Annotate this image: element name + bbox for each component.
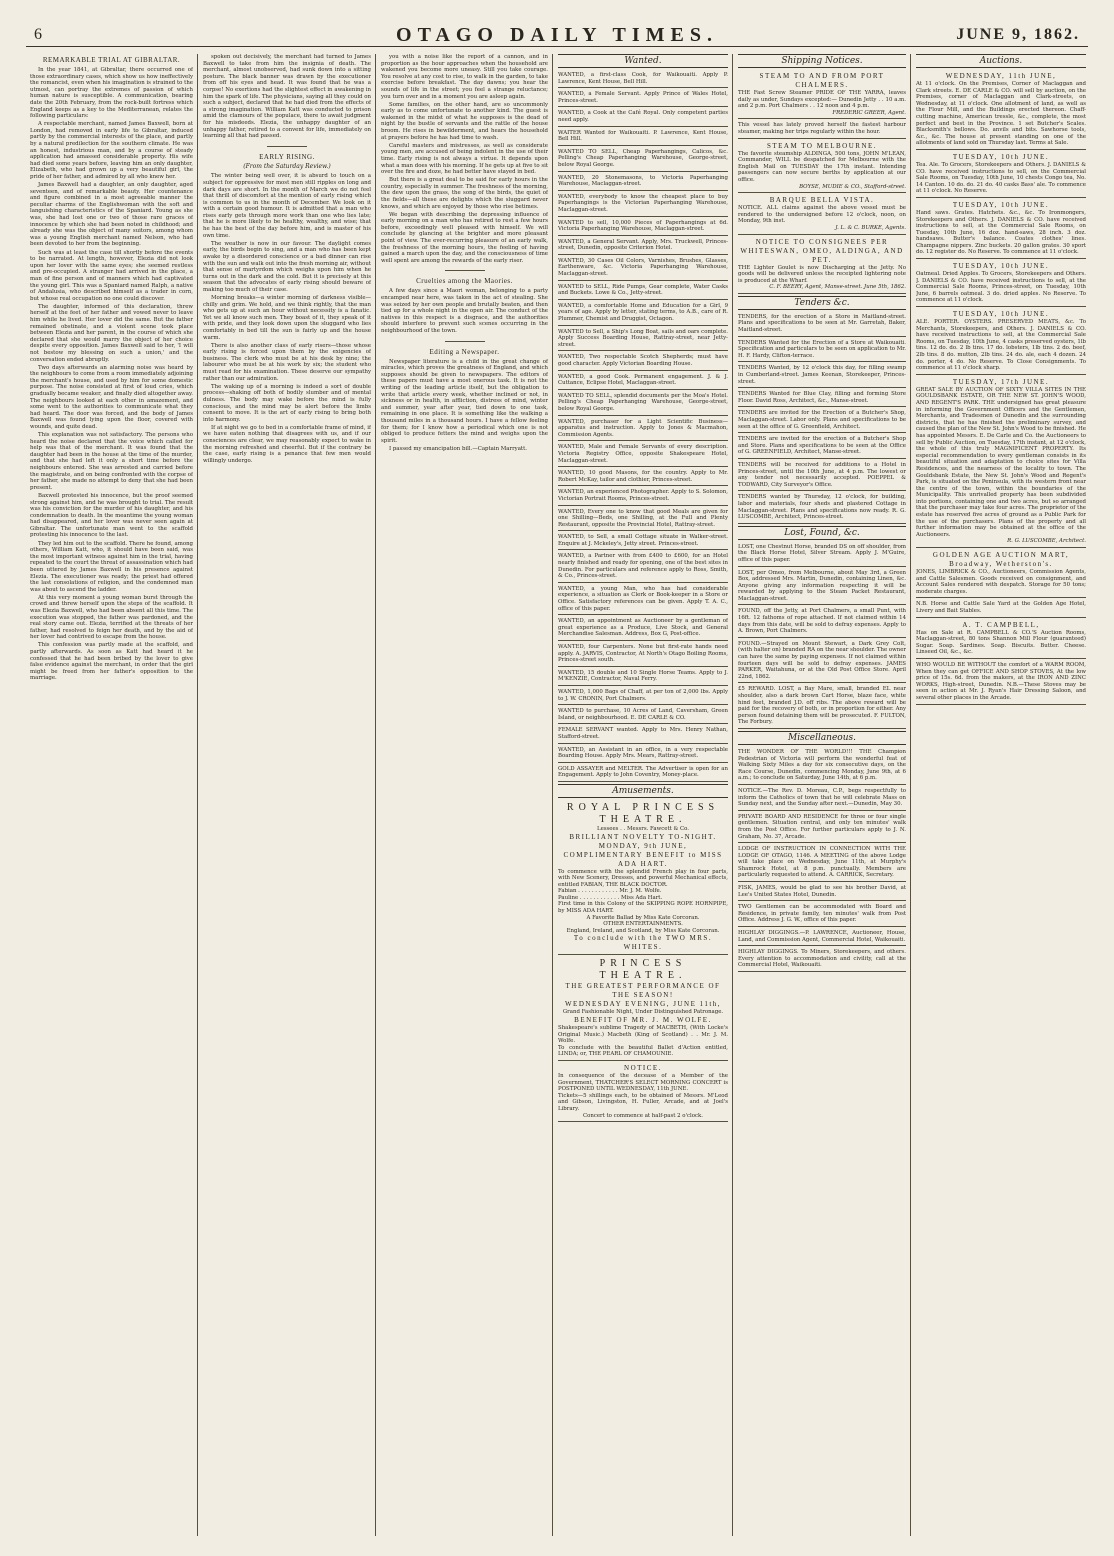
tender-notice-text: TENDERS are invited for the erection of a Butcher's Shop and Store. Plans and specifications to be seen at the Office of G. GREENFIELD, Architect, Manse-street. [738,436,906,456]
column-rule [732,54,733,1536]
wanted-ad-text: WANTED, a Female Servant. Apply Prince of Wales Hotel, Princes-street. [558,91,728,104]
shipping-notice-body: This vessel has lately proved herself the fastest harbour steamer, making her trips regularly within the hour. [738,122,906,135]
article-paragraph: If at night we go to bed in a comfortable frame of mind, if we have eaten nothing that disagrees with us, and if our consciences are clear, we may reasonably expect to wake in the morning refreshed and cheerful. But if the contrary be the case, early rising is a penance that few men would willingly undergo. [203,424,371,464]
wanted-ad [558,71,728,88]
auction-notice-body: Hand saws. Grates. Hatchets. &c., &c. To Ironmongers, Storekeepers and Others. J. DANIELS & CO. have received instructions to sell, at the Commercial Sale Rooms, on Tuesday, 10th June, 16 doz. hand-saws, 28 inch. 3 doz. handsaws. Butter's balance. Coates clothes' lines. Champagne nippers. Zinc buckets. 20 gallon grates. 30 sport do. 12 register do. No Reserve. To commence at 11 o'clock. [916,209,1086,256]
misc-notice [738,948,906,972]
auction-notice-body: Has on Sale at R. CAMPBELL & CO.'S Auction Rooms, Maclaggan-street, 80 tons Shannon Mill Flour (guaranteed) Sugar. Soap. Sardines. Soap. Biscuits. Butter. Cheese. Linseed Oil, &c., &c. [916,629,1086,656]
shipping-notice-body: THE Fast Screw Steamer PRIDE OF THE YARRA, leaves daily as under, Sundays excepted:— Dunedin Jetty . . 10 a.m. and 2 p.m. Port Chalmers . . 12 noon and 4 p.m. [738,90,906,110]
concert-notice [558,1063,728,1122]
article-paragraph: I passed my emancipation bill.—Captain Marryatt. [389,445,527,452]
wanted-ad-text: WANTED TO SELL, Cheap Paperhangings, Calicos, &c. Pelling's Cheap Paperhanging Warehouse, George-street, below Royal George. [558,148,728,168]
column-rule [910,54,911,1536]
lost-found-notice-text: £5 REWARD. LOST, a Bay Mare, small, branded EL near shoulder, also a dark brown Cart Horse, blaze face, white hind feet, branded J.D. off ribs. The above reward will be paid for the recovery of both, or in proportion for either. Any person found detaining them will be prosecuted. F. FULTON, The Forbury. [738,686,906,726]
article-paragraph: They led him out to the scaffold. There he found, among others, William Katt, who, it should have been said, was the most important witness against him in the trial, having repeated to the court the threat of assassination which had been uttered by James Baxwell in his presence against Elezia. The executioner was ready; the priest had offered the last consolations of religion, and the condemned man was about to ascend the ladder. [30,540,193,593]
article-paragraph: Baxwell protested his innocence, but the proof seemed strong against him, and he was brought to trial. The result was his conviction for the murder of his daughter, and his condemnation to death. In the meantime the young woman had disappeared, and her lover was never seen again at Gibraltar. The unfortunate man went to the scaffold protesting his innocence to the last. [30,492,193,539]
wanted-ad-text: WANTED, everybody to know the cheapest place to buy Paperhangings is the Victorian Paperhanging Warehouse, Maclaggan-street. [558,193,728,213]
article-paragraph: Some families, on the other hand, are so uncommonly early as to come unfortunate to another kind. The guest is wakened in the midst of what he supposes is the dead of night by the bustle of servants and the rattle of the house broom. He rises in bewilderment, and hears the household at prayers before he has had time to wash. [381,101,548,141]
column-3-article [381,54,548,1539]
wanted-ad-text: WANTED to SELL, Ride Pumps, Gear complete, Water Casks and Buckets. Lowe & Co., Jetty-street. [558,283,728,297]
auction-notice [916,152,1086,198]
wanted-ad [558,469,728,486]
auction-notice-body: JONES, LIMBRICK & CO., Auctioneers, Commission Agents, and Cattle Salesmen. Goods received on consignment, and Account Sales rendered with despatch. Storage for 50 tons; moderate charges. [916,569,1086,595]
misc-notice-text: TWO Gentlemen can be accommodated with Board and Residence, in private family, ten minutes' walk from Post Office. Address J. G. W., office of this paper. [738,904,906,924]
article-paragraph: you with a noise like the report of a cannon, and in proportion as the hour approaches when the household are wakened you become more uneasy. Still you take courage. You resolve at any cost to rise, to walk in the garden, to take exercise before breakfast. The day dawns; you hear the sounds of life in the street; you feel a strange reluctance; you turn over and in a moment you are asleep again. [381,54,548,100]
article-paragraph: But there is a great deal to be said for early hours in the country, especially in summer. The freshness of the morning, the dew upon the grass, the song of the birds, the quiet of the fields—all these are delights which the sluggard never knows, and which are enjoyed by those who rise betimes. [381,177,548,210]
wanted-ad-text: WANTED, a young Man, who has had considerable experience, a situation as Clerk or Book-keeper in a Store or Office. Satisfactory references can be given. Apply T. A. C., office of this paper. [558,585,728,612]
theatre-ad-royal-princess [558,801,728,956]
wanted-ad [558,219,728,236]
lost-found-notice [738,640,906,684]
article-paragraph: This explanation was not satisfactory. The persons who heard the noise declared that the voice which called for help was that of the merchant. It was found that the daughter had been in the house at the time of the murder, and that she had left it only a short time before the neighbours entered. She was arrested and carried before the magistrate, and on being confronted with the corpse of her father, she made no attempt to deny that she had been present. [30,432,193,491]
notice-title: NOTICE. [624,1064,662,1072]
auction-notice-body: N.B. Horse and Cattle Sale Yard at the Golden Age Hotel, Livery and Bait Stables. [916,601,1086,614]
auction-notice-heading: WEDNESDAY, 11th JUNE, [945,72,1057,80]
auction-notice-body: ALE. PORTER. OYSTERS. PRESERVED MEATS, &c. To Merchants, Storekeepers, and Others. J. DANIELS & CO. have received instructions to sell, at the Commercial Sale Rooms, on Tuesday, 10th June, 4 casks preserved oysters, 1lb tins. 12 do. do. 2 lb tins. 17 do. lobsters, 1lb tins. 2 do. beef, 2lb tins. 8 do. mutton, 2lb tins. 24 do. ale, each 4 dozen. 24 do. porter, 4 do. No Reserve. To Close Consignments. To commence at 11 o'clock sharp. [916,319,1086,372]
theatre-ad-princess [558,957,728,1061]
misc-notice [738,929,906,946]
shipping-notice-body: NOTICE. ALL claims against the above vessel must be rendered to the undersigned before 12 o'clock, noon, on Monday, 9th inst. [738,205,906,225]
auction-notice-body: Oatmeal. Dried Apples. To Grocers, Storekeepers and Others. J. DANIELS & CO. have received instructions to sell, at the Commercial Sale Rooms, Princes-street, on Tuesday, 10th June, 6 barrels oatmeal. 3 do. dried apples. No Reserve. To commence at 11 o'clock. [916,271,1086,304]
theatre-date: MONDAY, 9th JUNE, [598,841,688,850]
auction-notice [916,261,1086,307]
article-headline: Cruelties among the Maories. [416,277,513,286]
wanted-ad-text: WANTED, a good Cook. Permanent engagement. J. & J. Cuttance, Eclipse Hotel, Maclaggan-street. [558,373,728,387]
section-title-auctions: Auctions. [916,54,1086,68]
misc-notice-text: LODGE OF INSTRUCTION IN CONNECTION WITH THE LODGE OF OTAGO, 1146. A MEETING of the above Lodge will take place on Wednesday, June 11th, at Murphy's Shamrock Hotel, at 8 p.m. punctually. Members are particularly requested to attend. A. CARRICK, Secretary. [738,846,906,879]
auction-notice-heading: TUESDAY, 10th JUNE. [952,262,1050,271]
wanted-ad [558,238,728,255]
auction-notice-body: At 11 o'clock. On the Premises, Corner of Maclaggan and Clark streets. E. DE CARLE & CO. will sell by auction, on the Premises, corner of Maclaggan and Clark-streets, on Wednesday, at 11 o'clock. One allotment of land, as well as the Flour Mill, and the Buildings erected thereon. Chaff-cutting machine, American tressle, &c., complete, the most perfect and best in the Province. 1 set Butcher's Scales. Blacksmith's bellows. Do. anvils and bits. Sawhorse tools, &c., &c. The house at present standing on one of the allotments of land sold on Thursday last. Terms at Sale. [916,81,1086,147]
issue-date: JUNE 9, 1862. [956,26,1080,43]
theatre-name: ROYAL PRINCESS THEATRE. [566,801,720,825]
theatre-play: Shakespeare's sublime Tragedy of MACBETH, (With Locke's Original Music.) Macbeth (King of Scotland) . . Mr. J. M. Wolfe. [558,1025,728,1045]
theatre-headline: THE GREATEST PERFORMANCE OF THE SEASON! [565,982,721,1000]
article-paragraph: spoken out decisively, the merchant had turned to James Baxwell to take from him the insignia of death. The merchant, almost unobserved, had sunk down into a sitting posture. The black banner was drawn by the executioner from off his eyes and head. It was found that he was a corpse! No exertions had the slightest effect in awakening in him the spark of life. The physicians, saying all they could on such a subject, declared that he had died from the effects of a strong imagination. William Katt was conducted to prison amid the clamours of the populace, there to await judgment for his misdeeds. Elezia, the unhappy daughter of an unhappy father, retired to a convent for life, immediately on learning all that had passed. [203,54,371,140]
wanted-ad-text: WANTED, 15 double and 10 Single Horse Teams. Apply to J. M'KENZIE, Contractor, Naval Ferry. [558,669,728,683]
tender-notice [738,493,906,523]
misc-notice-text: HIGHLAY DIGGINGS. To Miners, Storekeepers, and others. Every attention to accommodation and civility, call at the Commercial Hotel, Waikouaiti. [738,949,906,969]
tender-notice-text: TENDERS will be received for additions to a Hotel in Princes-street, until the 10th June, at 4 p.m. The lowest or any tender not necessarily accepted. POEPPEL & TODWARD, City Surveyor's Office. [738,461,906,488]
article-headline: REMARKABLE TRIAL AT GIBRALTAR. [42,56,181,64]
article-paragraph: The daughter, informed of this declaration, threw herself at the feet of her father and vowed never to leave him while he lived. Her lover did the same. But the father remained obstinate, and a violent scene took place between Elezia and her parent, in the course of which she declared that she would marry the object of her choice despite every opposition. James Baxwell said to her, 'I will not bestow my blessing on such a union,' and the conversation ended abruptly. [30,303,193,363]
shipping-notice-signature: FREDERIC GREER, Agent. [832,109,906,116]
auction-notice-body: GREAT SALE BY AUCTION OF SIXTY VILLA SITES IN THE GOULDSBANK ESTATE, OR THE NEW ST. JOHN'S WOOD, AND REGENT'S PARK. THE undersigned has great pleasure in informing the Government Officers and the Gentlemen, Merchants, and Tradesmen of Dunedin and the surrounding districts, that he has finished the preliminary survey, and caused the plan of the New St. John's Wood to be finished. He has appointed Messrs. E. De Carle and Co. the Auctioneers to sell by Public Auction, on Tuesday, 17th instant, at 12 o'clock, the whole of this truly MAGNIFICENT PROPERTY. Its especial recommendation to every gentleman consists in its beautiful situation and adaptation to choice sites for Villa Residences, and the nearness of the locality to town. The Gouldsbank Estate, the New St. John's Wood and Regent's Park, is situated on the Peninsula, with its western front near the centre of the town, within the boundaries of the Municipality. This unrivalled property has been subdivided into portions, containing one and two acres, but so arranged that the purchaser may take four acres. The proprietor of the estate has reserved five acres of ground as a Public Park for the use of the purchasers. Plans of the property and all further information may be obtained at the office of the Auctioneers. [916,386,1086,538]
wanted-ad-text: WANTED, Two respectable Scotch Shepherds; must have good character. Apply Victorian Boarding House. [558,354,728,367]
auction-notice [916,71,1086,150]
wanted-ad [558,418,728,442]
article-paragraph: There is also another class of early risers—those whose early rising is forced upon them by the exigencies of business. The clerk who must be at his desk by nine; the labourer who must be at his work by six; the student who must read for his examination. These deserve our sympathy rather than our admiration. [203,342,371,382]
theatre-other: OTHER ENTERTAINMENTS. [603,921,683,928]
wanted-ad [558,90,728,107]
theatre-patronage: Grand Fashionable Night, Under Distinguished Patronage. [562,1009,724,1016]
article-paragraph: Morning breaks—a winter morning of darkness visible—chilly and grim. We hold, and we think rightly, that the man who gets up at such an hour without necessity is a fanatic. Yet we all know such men. They boast of it, they speak of it with pride, and they look down upon the sluggard who lies comfortably in bed till the sun is fairly up and the house warm. [203,295,371,341]
shipping-notice-signature: J. L. & C. BURKE, Agents. [835,224,906,231]
wanted-ad-text: FEMALE SERVANT wanted. Apply to Mrs. Henry Nathan, Stafford-street. [558,727,728,740]
shipping-notice-heading: BARQUE BELLA VISTA. [769,196,875,205]
auction-notice-body: WHO WOULD BE WITHOUT the comfort of a WARM ROOM, When they can get OFFICE AND SHOP STOVES, At the low price of 15s. 6d. from the makers, at the IRON AND ZINC WORKS, High-street, Dunedin. N.B.—These Stoves may be seen in action at Mr. J. Ryan's Hair Dressing Saloon, and several other places in the Arcade. [916,661,1086,701]
shipping-notice-signature: BOYSE, MUDIE & CO., Stafford-street. [799,183,906,190]
wanted-ad [558,257,728,281]
auction-notice-heading: TUESDAY, 17th JUNE. [952,377,1050,386]
misc-notice-text: NOTICE.—The Rev. D. Moreau, C.P., begs respectfully to inform the Catholics of town that he will celebrate Mass on Sunday next, and the Sunday after next.—Dunedin, May 30. [738,787,906,808]
article-paragraph: Two days afterwards an alarming noise was heard by the neighbours to come from a room immediately adjoining the merchant's house, and used by him for some domestic purpose. The noise consisted at first of loud cries, which gradually became weaker, and finally died altogether away. The neighbours looked at each other in amazement, and some went to the authorities to communicate what they had heard. The door was forced, and the body of James Baxwell was found lying upon the floor, covered with wounds, and quite dead. [30,364,193,430]
wanted-ad [558,552,728,582]
notice-tickets: Tickets—5 shillings each, to be obtained of Messrs. M'Leod and Gibson, Livingston, H. Fuller, Arcade, and at Joel's Library. [558,1092,728,1112]
column-rule [552,54,553,1536]
wanted-ad-text: WANTED, purchaser for a Light Scientific Business—apparatus and instruction. Apply to Jones & Macmahon, Commission Agents. [558,418,728,438]
wanted-ad [558,488,728,505]
wanted-ad-text: WANTED, a comfortable Home and Education for a Girl, 9 years of age. Apply by letter, stating terms, to A.B., care of R. Plummer, Chemist and Druggist, Octagon. [558,302,728,323]
auction-notice-heading: TUESDAY, 10th JUNE. [952,200,1050,209]
auction-notice [916,600,1086,617]
article-paragraph: A few days since a Maori woman, belonging to a party encamped near here, was taken in the act of stealing. She was seized by her own people and brutally beaten, and then tied up for a whole night in the open air. The conduct of the natives in this respect is a disgrace, and the authorities should interfere to prevent such scenes occurring in the neighbourhood of the town. [381,288,548,334]
section-title-miscellaneous: Miscellaneous. [738,731,906,745]
article-source: (From the Saturday Review.) [243,162,331,170]
notice-text: In consequence of the decease of a Member of the Government, THATCHER'S SELECT MORNING CONCERT is POSTPONED UNTIL WEDNESDAY, 11th JUNE. [558,1073,728,1093]
article-paragraph: The waking up of a morning is indeed a sort of double process—shaking off both of bodily slumber and of mental dulness. The body may wake before the mind is fully conscious, and the mind may be alert before the limbs consent to move. It is the art of early rising to bring both into harmony. [203,383,371,423]
wanted-ad [558,688,728,705]
wanted-ad-text: WAITER Wanted for Waikouaiti. P. Lawrence, Kent House, Bell Hill. [558,129,728,143]
wanted-ad [558,765,728,782]
lost-found-notice [738,569,906,606]
lost-found-notice [738,685,906,729]
shipping-notice-heading: NOTICE TO CONSIGNEES PER WHITESWAN, OMEO, ALDINGA, AND PET. [740,237,904,264]
misc-notice [738,787,906,811]
wanted-ad-text: WANTED to sell, 10,000 Pieces of Paperhangings at 6d. Victoria Paperhanging Warehouse, Maclaggan-street. [558,219,728,233]
auction-notice [916,200,1086,259]
auction-notice-body: Tea. Ale. To Grocers, Storekeepers and Others. J. DANIELS & CO. have received instructions to sell, on the Commercial Sale Rooms, on Tuesday, 10th June, 10 chests Congo tea, No. 14 Canton. 10 do. do. 21 do. 40 casks Bass' ale. To commence at 11 o'clock. No Reserve. [916,161,1086,195]
section-title-lost-found: Lost, Found, &c. [738,526,906,540]
tender-notice [738,339,906,363]
lost-found-notice-text: FOUND, off the Jetty, at Port Chalmers, a small Punt, with 16ft. 12 fathoms of rope attached. If not claimed within 14 days from this date, will be sold to defray expenses. Apply to A. Brown, Port Chalmers. [738,608,906,635]
page-number: 6 [34,26,42,43]
wanted-ad-text: WANTED, Every one to know that good Meals are given for one Shilling—Beds, one Shilling, at the Full and Plenty Restaurant, opposite the Provincial Hotel, Rattray-street. [558,508,728,528]
section-title-tenders: Tenders &c. [738,296,906,310]
misc-notice [738,748,906,785]
tender-notice [738,409,906,433]
tender-notice-text: TENDERS, for the erection of a Store in Maitland-street. Plans and specifications to be seen at Mr. Garretah, Baker, Maitland-street. [738,313,906,334]
tender-notice [738,461,906,491]
article-paragraph: This confession was partly made at the scaffold, and partly afterwards. As soon as Katt had heard it he confessed that he had been bribed by the lover to give false evidence against the merchant, in order that the girl might be freed from her father's opposition to the marriage. [30,642,193,682]
tender-notice-text: TENDERS Wanted, by 12 o'clock this day, for filling swamp in Cumberland-street. James Keenan, Storekeeper, Princes-street. [738,365,906,385]
wanted-ad-text: WANTED, a first-class Cook, for Waikouaiti. Apply P. Lawrence, Kent House, Bell Hill. [558,72,728,85]
article-headline: Editing a Newspaper. [429,347,500,356]
article-headline: EARLY RISING. [259,152,315,161]
article-paragraph: The winter being well over, it is absurd to touch on a subject for oppressive for most men still ripples on long and dark days are short. In the month of March we do not feel that thrill of discomfort at the mention of early rising which is common to us in the month of December. We look on it with a certain good humour. It is admitted that a man who rises early gets through more work than one who lies late; that he is more likely to be healthy, wealthy, and wise; that he has the best of the day before him, and is master of his own time. [203,173,371,239]
shipping-notice [738,71,906,119]
article-paragraph: Careful masters and mistresses, as well as considerate young men, are accused of being indolent in the use of their time. Early rising is not always a virtue. It depends upon what a man does with his morning. If he gets up at five to sit over the fire and doze, he had better have stayed in bed. [381,142,548,176]
auction-notice [916,661,1086,705]
wanted-ad [558,129,728,146]
article-paragraph: We began with describing the depressing influence of early morning on a man who has retired to rest a few hours before, exceedingly well pleased with himself. We will conclude by glancing at the brighter and more pleasant point of view. The ever-recurring pleasure of an early walk, the freshness of the morning hours, the feeling of having gained a march upon the day, and the consciousness of time well spent are among the rewards of the early riser. [381,211,548,264]
tender-notice-text: TENDERS Wanted for the Erection of a Store at Waikouaiti. Specification and particulars to be seen on application to Mr. H. F. Hardy, Clifton-terrace. [738,339,906,359]
shipping-notice-signature: C. F. BEERY, Agent, Manse-street. June 5th, 1862. [769,284,906,291]
section-title-shipping: Shipping Notices. [738,54,906,68]
theatre-lessee: Lessees . . Messrs. Fawcett & Co. [597,825,689,832]
shipping-notice-body: The favorite steamship ALDINGA, 500 tons, JOHN M'LEAN, Commander, WILL be despatched for Melbourne with the English Mail on TUESDAY the 17th instant. Intending passengers can now secure berths by application at our office. [738,150,906,183]
article-paragraph: At this very moment a young woman burst through the crowd and threw herself upon the steps of the scaffold. It was Elezia Baxwell, who had been absent all this time. The execution was stopped, the father was pardoned, and the real story came out. Elezia, terrified at the threats of her father, had resolved to feign her death, and by the aid of her lover had contrived to escape from the house. [30,594,193,641]
lost-found-notice-text: LOST, one Chestnut Horse, branded DS on off shoulder, from the Black Horse Hotel, Silver Stream. Apply J. M'Guire, office of this paper. [738,543,906,563]
tender-notice [738,435,906,459]
wanted-ad [558,174,728,191]
auction-notice-heading: A. T. CAMPBELL, [962,620,1040,629]
column-2-article [203,54,371,1539]
section-title-amusements: Amusements. [558,784,728,798]
wanted-ad-text: WANTED, a General Servant. Apply, Mrs. Truckwell, Princes-street, Dunedin, opposite Criterion Hotel. [558,238,728,252]
theatre-finale: To conclude with the TWO MRS. WHITES. [573,934,713,952]
wanted-ad-text: WANTED, an experienced Photographer. Apply to S. Solomon, Victorian Portrait Rooms, Princes-street. [558,489,728,502]
theatre-cast: Fabian . . . . . . . . . . . . Mr. J. M. Wolfe. [558,888,662,895]
tender-notice-text: TENDERS wanted by Thursday, 12 o'clock, for building, labor and materials, four sheds and plastered Cottage in Maclaggan-street. Plans and specifications now ready. R. G. LUSCOMBE, Architect, Princes-street. [738,494,906,521]
wanted-ad [558,707,728,724]
wanted-ad-text: WANTED, 1,000 Bags of Chaff, at per ton of 2,000 lbs. Apply to J. W. CRONIN, Port Chalmers. [558,688,728,702]
shipping-notice-heading: STEAM TO MELBOURNE. [766,141,878,150]
auction-notice [916,550,1086,598]
misc-notice [738,845,906,882]
newspaper-title: OTAGO DAILY TIMES. [396,24,718,46]
misc-notice-text: FISK, JAMES, would be glad to see his brother David, at Lee's United States Hotel, Dunedin. [738,885,906,898]
article-separator [267,146,307,147]
column-6-auctions [916,54,1086,1539]
shipping-notice [738,237,906,294]
tender-notice [738,313,906,337]
theatre-program: To commence with the splendid French play in four parts, with New Scenery, Dresses, and powerful Mechanical effects, entitled FABIAN, THE BLACK DOCTOR. [558,868,728,888]
misc-notice [738,884,906,901]
auction-notice-heading: TUESDAY, 10th JUNE. [952,310,1050,319]
lost-found-notice [738,543,906,567]
wanted-ad [558,283,728,300]
theatre-date: WEDNESDAY EVENING, JUNE 11th, [564,1000,722,1009]
theatre-finale: To conclude with the beautiful Ballet d'Action entitled, LINDA; or, THE PEARL OF CHAMOUNIE. [558,1044,728,1058]
tender-notice-text: TENDERS are invited for the Erection of a Butcher's Shop, Maclaggan-street. Labor only. Plans and specifications to be seen at the office of G. Greenfield, Architect. [738,410,906,430]
wanted-ad [558,533,728,550]
auction-notice-heading: GOLDEN AGE AUCTION MART, Broadway, Wetherston's. [932,551,1070,569]
column-4-classifieds [558,54,728,1539]
wanted-ad-text: WANTED to Sell, a Ship's Long Boat, sails and oars complete. Apply Success Boarding House, Rattray-street, near Jetty-street. [558,328,728,348]
tender-notice [738,364,906,388]
wanted-ad-text: WANTED, a Cook at the Café Royal. Only competent parties need apply. [558,110,728,123]
wanted-ad [558,585,728,615]
column-1-article [30,54,193,1539]
wanted-ad [558,669,728,686]
wanted-ad [558,109,728,126]
notice-time: Concert to commence at half-past 2 o'clock. [582,1112,703,1119]
article-paragraph: Such was at least the case till shortly before the events to be narrated. At length, however, Elezia did not look upon her lover with the same eyes; she seemed restless and pre-occupied. A stranger had arrived in the place, a man of fine person and of manners which had captivated the young girl. This was a Spaniard named Ralph, a native of Andalusia, who described himself as a trader in corn, but whose real occupation no one could discover. [30,249,193,302]
wanted-ad-text: WANTED, an Assistant in an office, in a very respectable Boarding House. Apply Mrs. Mears, Rattray-street. [558,746,728,760]
wanted-ad [558,392,728,416]
wanted-ad [558,328,728,352]
wanted-ad-text: WANTED, to Sell, a small Cottage situate in Walker-street. Enquire at J. Mckeley's, Jetty street. Princes-street. [558,534,728,547]
auction-notice [916,620,1086,659]
article-paragraph: Newspaper literature is a child in the great change of miracles, which proves the greatness of England, and which supposes should be given to newspapers. The editors of these papers must have a most onerous task. It is not the writing of the leading article itself, but the obligation to write that article every week, whether inclined or not, in sickness or in health, in affliction, distress of mind, winter and summer, year after year, tied down to one task, remaining in one place. It is something like the walking a thousand miles in a thousand hours. I have a fellow feeling for them; for I know how a periodical which one is not obliged to produce fetters the mind and weighs upon the spirit. [381,358,548,444]
column-5-notices [738,54,906,1539]
wanted-ad-text: WANTED, Male and Female Servants of every description. Victoria Registry Office, opposite Shakespeare Hotel, Maclaggan-street. [558,444,728,464]
wanted-ad-text: WANTED, a Partner with from £400 to £600, for an Hotel nearly finished and ready for opening, one of the best sites in Dunedin. For particulars and reference apply to Ross, Smith, & Co., Princes-street. [558,553,728,580]
article-paragraph: A respectable merchant, named James Baxwell, born at London, had removed in early life to Gibraltar, induced partly by the commercial interests of the place, and partly by a natural predilection for the southern climate. He was an honest, industrious man, and by a course of steady application had amassed considerable property. His wife had died some years before, leaving him an only daughter, Elizabeth, who had grown up a very beautiful girl, the pride of her father, and admired by all who knew her. [30,121,193,180]
auction-notice [916,309,1086,375]
wanted-ad-text: WANTED, 10 good Masons, for the country. Apply to Mr. Robert McKay, tailor and clothier, Princes-street. [558,470,728,483]
theatre-songs: England, Ireland, and Scotland, by Miss Kate Corcoran. [566,927,720,934]
column-rule [375,54,376,1536]
wanted-ad-text: WANTED to purchase, 10 Acres of Land, Caversham, Green Island, or neighbourhood. E. DE CARLE & CO. [558,708,728,721]
shipping-notice [738,195,906,234]
theatre-ballad: A Favorite Ballad by Miss Kate Corcoran. [586,914,700,921]
shipping-notice-heading: STEAM TO AND FROM PORT CHALMERS. [759,72,885,89]
theatre-hornpipe: First time in this Colony of the SKIPPING ROPE HORNPIPE, by MISS ADA HART. [558,901,728,915]
wanted-ad [558,443,728,467]
theatre-benefit: BENEFIT OF MR. J. M. WOLFE. [574,1016,712,1025]
wanted-ad [558,302,728,326]
article-paragraph: In the year 1841, at Gibraltar, there occurred one of those extraordinary cases, which show us how ineffectively the romancist, even when his imagination is strained to the utmost, can portray the extremes of passion of which human nature is susceptible. A communication, bearing date the 20th February, from the rock-built fortress which England keeps as a key to the Mediterranean, relates the following particulars: [30,67,193,120]
wanted-ad [558,746,728,763]
theatre-name: PRINCESS THEATRE. [599,958,687,982]
column-rule [197,54,198,1536]
wanted-ad-text: WANTED, 30 Cases Oil Colors, Varnishes, Brushes, Glasses, Earthenware, &c. Victoria Paperhanging Warehouse, Maclaggan-street. [558,257,728,278]
shipping-notice-body: THE Lighter Goulet is now Discharging at the Jetty. No goods will be delivered unless the receipted lightering note is produced at the Wharf. [738,264,906,284]
misc-notice [738,903,906,927]
lost-found-notice-text: LOST, per Omeo, from Melbourne, about May 3rd, a Green Box, addressed Mrs. Martin, Dunedin, containing Linen, &c. Anyone giving any information respecting it will be rewarded by applying to the Steam Packet Restaurant, Maclaggan-street. [738,569,906,602]
auction-notice-heading: TUESDAY, 10th JUNE. [952,152,1050,161]
wanted-ad-text: WANTED, an appointment as Auctioneer by a gentleman of great experience as a Produce, Live Stock, and General Merchandise Salesman. Address, Box G, Post-office. [558,618,728,638]
wanted-ad [558,508,728,532]
wanted-ad [558,726,728,743]
article-separator [445,341,485,342]
auction-notice [916,377,1086,548]
tender-notice [738,390,906,407]
section-title-wanted: Wanted. [558,54,728,68]
wanted-ad-text: WANTED, four Carpenters. None but first-rate hands need apply. A. JARVIS, Contractor, At North's Otago Boiling Rooms, Princes-street south. [558,644,728,664]
misc-notice-text: HIGHLAY DIGGINGS.—P. LAWRENCE, Auctioneer, House, Land, and Commission Agent, Commercial Hotel, Waikouaiti. [738,930,906,943]
wanted-ad [558,373,728,390]
wanted-ad-text: WANTED TO SELL, splendid documents per the Moa's Hotel. Pelling's Cheap Paperhanging Warehouse, George-street, below Royal George. [558,392,728,412]
article-paragraph: James Baxwell had a daughter, an only daughter, aged seventeen, and of remarkable beauty. Her countenance and figure combined in a most agreeable manner the peculiar charms of the Englishwoman with the soft and languishing characteristics of the Spaniard. Young as she was, she had lost one or two of those rare graces of innocence by which she had been noted in childhood; and already she was the object of many suitors, among whom was a young English merchant named Nelson, who had been devoted to her from the beginning. [30,182,193,248]
wanted-ad [558,643,728,667]
wanted-ad [558,617,728,641]
article-separator [445,270,485,271]
misc-notice-text: THE WONDER OF THE WORLD!!! THE Champion Pedestrian of Victoria will perform the wonderful feat of Walking Sixty Miles a day for six consecutive days, on the Race Course, Dunedin, commencing Monday, June 9th, at 6 a.m.; to conclude on Saturday, June 14th, at 6 p.m. [738,748,906,782]
auction-notice-signature: R. G. LUSCOMBE, Architect. [1007,538,1086,545]
wanted-ad-text: WANTED, 20 Stonemasons, to Victoria Paperhanging Warehouse, Maclaggan-street. [558,174,728,188]
wanted-ad [558,148,728,172]
wanted-ad [558,353,728,370]
article-paragraph: The weather is now in our favour. The daylight comes early, the birds begin to sing, and a man who has been kept awake by a disordered conscience or a bad dinner can rise with the sun and walk out into the fresh morning air, without that sense of martyrdom which weighs upon him when he turns out in the dark and the cold. But it is precisely at this season that the advocates of early rising should beware of making too much of their case. [203,240,371,293]
theatre-headline: BRILLIANT NOVELTY TO-NIGHT. [569,832,717,841]
misc-notice [738,813,906,843]
misc-notice-text: PRIVATE BOARD AND RESIDENCE for three or four single gentlemen. Situation central, and only ten minutes' walk from the Post Office. For further particulars apply to J. N. Graham, No. 37, Arcade. [738,813,906,840]
tender-notice-text: TENDERS Wanted for Blue Clay, filling and forming Store Floor. David Ross, Architect, &c., Manse-street. [738,391,906,404]
masthead [26,24,1088,47]
wanted-ad [558,193,728,217]
wanted-ad-text: GOLD ASSAYER and MELTER. The Advertiser is open for an Engagement. Apply to John Coventry, Money-place. [558,765,728,779]
theatre-benefit: COMPLIMENTARY BENEFIT to MISS ADA HART. [563,850,723,868]
theatre-cast: Pauline . . . . . . . . . . . . Miss Ada Hart. [558,894,663,901]
lost-found-notice [738,607,906,637]
shipping-notice [738,141,906,194]
lost-found-notice-text: FOUND.—Strayed on Mount Stewart, a Dark Grey Colt, (with halter on) branded RA on the near shoulder. The owner can have the same by paying expenses. If not claimed within fourteen days will be sold to defray expenses. JAMES PARKER, Waitahuna, or at the Old Post Office Store. April 22nd, 1862. [738,640,906,680]
shipping-notice [738,121,906,138]
